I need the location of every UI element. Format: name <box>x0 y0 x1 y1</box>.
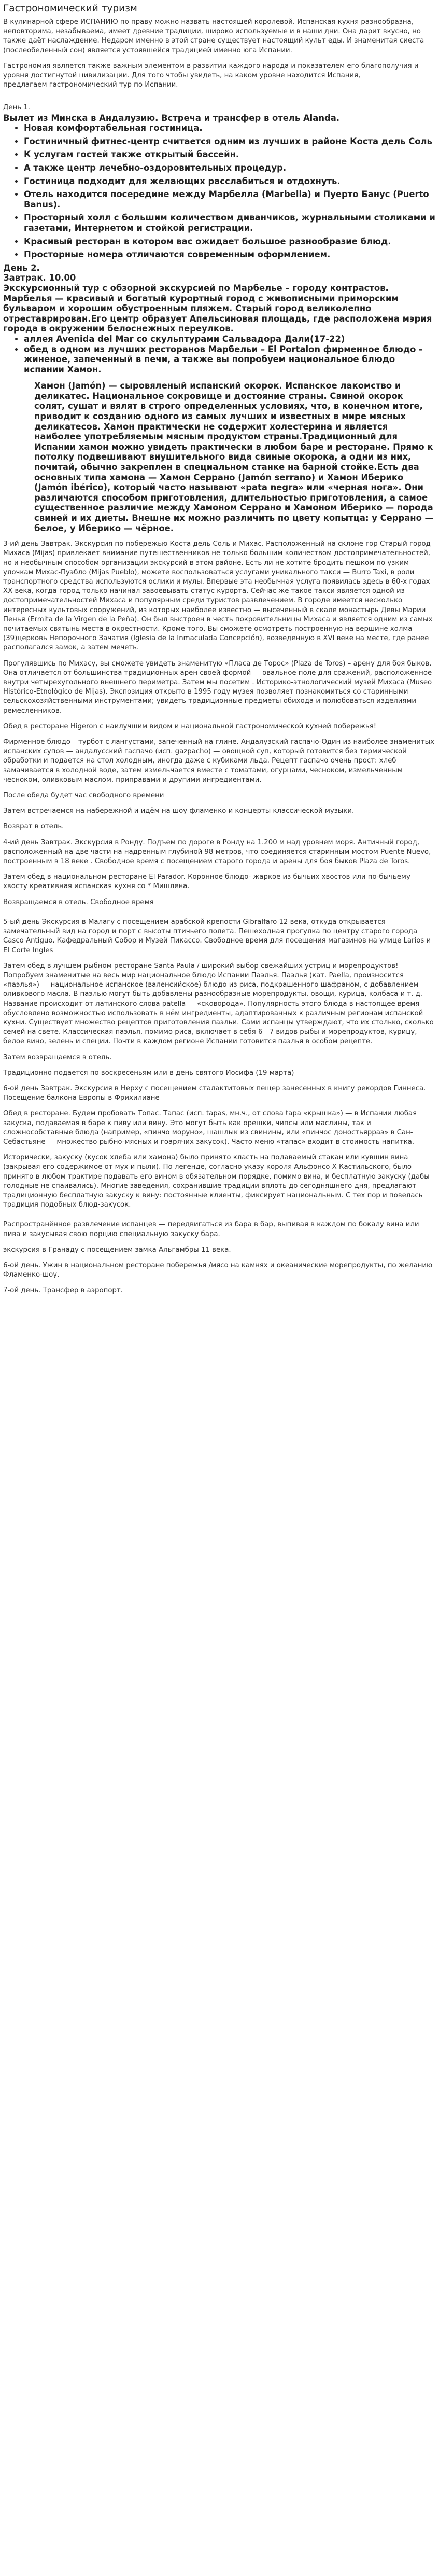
day-5-paragraph: 5-ый день Экскурсия в Малагу с посещением арабской крепости Gibralfaro 12 века, откуда открывается замечательный вид на город и порт с высоты птичьего полета. Пешеходная прогулка по центру старого города Casco Antiguo. Кафедральный Собор и Музей Пикассо. Свободное время для посещения магазинов на улице Larios и El Corte Ingles <box>3 918 431 954</box>
closing-paragraph: 7-ой день. Трансфер в аэропорт. <box>3 1286 123 1295</box>
closing-paragraph: экскурсия в Гранаду с посещением замка Альгамбры 11 века. <box>3 1245 231 1254</box>
hotel-features-list <box>3 123 436 260</box>
day-2-sub-list <box>3 334 436 375</box>
feature-item: • Гостиничный фитнес-центр считается одним из лучших в районе Коста дель Соль <box>24 136 436 147</box>
day-3-paragraph: После обеда будет час свободного времени <box>3 792 164 800</box>
day-2-tour: Экскурсионный тур с обзорной экскурсией по Марбелье – городу контрастов. <box>3 283 389 293</box>
day-5-paragraph: Затем обед в лучшем рыбном ресторане Santa Paula / широкий выбор свежайших устриц и морепродуктов! Попробуем знаменитые на весь мир национальное блюдо Испании Паэлья. Паэлья (кат. Paella, произносится «паэлья») — национальное испанское (валенсийское) блюдо из риса, подкрашенного шафраном, с добавлением оливкового масла. В паэлью могут быть добавлены разнообразные морепродукты, овощи, курица, колбаса и т. д. Название происходит от латинского слова patella — «сковорода». Популярность этого блюда в настоящее время обусловлено возможностью использовать в нём ингредиенты, адаптированных к различным регионам испанской кухни. Существует множество рецептов приготовления паэльи. Сами испанцы утверждают, что их столько, сколько семей на свете. Классическая паэлья, помимо риса, включает в себя 6—7 видов рыбы и морепродуктов, курицу, белое вино, зелень и специи. Почти в каждом регионе Испании готовится паэлья в особом рецепте. <box>3 962 434 1046</box>
day-3-section <box>3 539 436 832</box>
day-5-paragraph: Затем возвращаемся в отель. <box>3 1053 112 1061</box>
day-3-paragraph: Фирменное блюдо – турбот с лангустами, запеченный на глине. Андалузский гаспачо-Один из наиболее знаменитых испанских супов — андалусский гаспачо (исп. gazpacho) — овощной суп, который готовится без термической обработки и подается на стол холодным, иногда даже с кубиками льда. Рецепт гаспачо очень прост: хлеб замачивается в холодной воде, затем измельчается вместе с томатами, огурцами, чесноком, измельченным чесноком, оливковым маслом, приправами и другими ингредиентами. <box>3 738 434 784</box>
day-4-section <box>3 838 436 907</box>
intro-paragraph-2: Гастрономия является также важным элементом в развитии каждого народа и показателем его благополучия и уровня достигнутой цивилизации. Для того чтобы увидеть, на каком уровне находится Испания, <box>3 62 419 80</box>
day-5-section <box>3 918 436 1078</box>
day-2-label: День 2. <box>3 262 40 273</box>
feature-item: • Гостиница подходит для желающих расслабиться и отдохнуть. <box>24 176 436 187</box>
day-4-paragraph: Возвращаемся в отель. Свободное время <box>3 898 154 906</box>
day-1-label: День 1. <box>3 104 31 112</box>
day-1-section <box>3 103 436 259</box>
intro-section <box>3 18 436 90</box>
day-2-breakfast: Завтрак. 10.00 <box>3 273 76 283</box>
feature-item: • К услугам гостей также открытый бассейн. <box>24 149 436 160</box>
day-4-paragraph: Затем обед в национальном ресторане El Parador. Коронное блюдо- жаркое из бычьих хвостов или по-бычьему хвосту креативная испанская кухня со * Мишлена. <box>3 873 410 891</box>
feature-item: • Просторные номера отличаются современным оформлением. <box>24 250 436 260</box>
day-6-paragraph: Обед в ресторане. Будем пробовать Топас. Тапас (исп. tapas, мн.ч., от слова tapa «крышка») — в Испании любая закуска, подаваемая в баре к пиву или вину. Это могут быть как орешки, чипсы или маслины, так и сложнособставные блюда (например, «пинчо моруно», шашлык из свинины, или «пинчос доностьярраэ» в Сан-Себастьяне — множество рыбно-мясных и гоарячих закусок). Часто меню «тапас» входит в стоимость напитка. <box>3 1110 417 1146</box>
closing-paragraph: 6-ой день. Ужин в национальном ресторане побережья /мясо на камнях и океанические морепродукты, по желанию Фламенко-шоу. <box>3 1261 433 1279</box>
marbella-description: Марбелья — красивый и богатый курортный город с живописными приморским бульваром и хорошим обустроенным пляжем. Старый город великолепно отреставрирован.Его центр образует Апельсиновая площадь, где расположена мэрия города в окружении белоснежных переулков. <box>3 293 432 334</box>
feature-item: • Новая комфортабельная гостиница. <box>24 123 436 133</box>
day-3-paragraph: Обед в ресторане Higeron с наилучшим видом и национальной гастрономической кухней побережья! <box>3 722 377 730</box>
day-3-paragraph: 3-ий день Завтрак. Экскурсия по побережью Коста дель Соль и Михас. Расположенный на склоне гор Старый город Михаса (Mijas) привлекает внимание путешественников не только большим количеством достопримечательностей, но и необычным способом организации экскурсий в этом районе. Есть ли не хотите бродить пешком по узким улочкам Михас-Пуэбло (Mijas Pueblo), можете воспользоваться услугами уникального такси — Burro Taxi, в роли транспортного средства используются ослики и мулы. Впервые эта необычная услуга появилась здесь в 60-х годах XX века, когда город только начинал завоевывать статус курорта. Сейчас же такое такси является одной из достопримечательностей Михаса и популярным среди туристов развлечением. В городе имеется несколько интересных культовых сооружений, из которых наиболее известно — высеченный в скале монастырь Девы Марии Пенья (Ermita de la Virgen de la Peña). Он был выстроен в честь покровительницы Михаса и является одним из самых почитаемых святынь места в окрестности. Кроме того, Вы сможете осмотреть построенную на вершине холма (39)церковь Непорочного Зачатия (Iglesia de la Inmaculada Concepción), возведенную в XVI веке на месте, где ранее располагался замок, а затем мечеть. <box>3 540 433 652</box>
day-5-paragraph: Традиционно подается по воскресеньям или в день святого Иосифа (19 марта) <box>3 1069 294 1077</box>
day-2-section <box>3 263 436 533</box>
closing-paragraph: Распространённое развлечение испанцев — передвигаться из бара в бар, выпивая в каждом по бокалу вина или пива и закусывая свою порцию специальную закуску бара. <box>3 1221 419 1238</box>
jamon-description: Хамон (Jamón) — сыровяленый испанский окорок. Испанское лакомство и деликатес. Национальное сокровище и достояние страны. Свиной окорок солят, сушат и вялят в строго определенных условиях, что, в конечном итоге, приводит к созданию одного из самых лучших и известных в мире мясных деликатесов. Хамон практически не содержит холестерина и является наиболее употребляемым мясным продуктом страны.Традиционный для Испании хамон можно увидеть практически в любом баре и ресторане. Прямо к потолку подвешивают внушительного вида свиные окорока, а одни из них, почитай, обычно закреплен в специальном станке на барной стойке.Есть два основных типа хамона — Хамон Серрано (Jamón serrano) и Хамон Иберико (Jamón ibérico), который часто называют «pata negra» или «черная нога». Они различаются способом приготовления, длительностью приготовления, а самое существенное различие между Хамоном Серрано и Хамоном Иберико — порода свиней и их диеты. Внешне их можно различить по цвету копытца: у Серрано — белое, у Иберико — чёрное. <box>34 381 433 533</box>
day-4-paragraph: 4-ий день Завтрак. Экскурсия в Ронду. Подъем по дороге в Ронду на 1.200 м над уровнем моря. Античный город, расположенный на две части на надренным глубиной 98 метров, что соединяется старинным мостом Puente Nuevo, построенным в 18 веке . Свободное время с посещением старого города и арены для боя быков Plaza de Toros. <box>3 838 431 866</box>
day-3-paragraph: Возврат в отель. <box>3 823 64 831</box>
intro-paragraph-3: предлагаем гастрономический тур по Испании. <box>3 81 178 89</box>
closing-section <box>3 1220 436 1295</box>
day-1-heading: Вылет из Минска в Андалузию. Встреча и трансфер в отель Alanda. <box>3 113 340 123</box>
day-3-paragraph: Затем встречаемся на набережной и идём на шоу фламенко и концерты классической музыки. <box>3 807 355 815</box>
day-6-paragraph: Исторически, закуску (кусок хлеба или хамона) было принято класть на подаваемый стакан или кувшин вина (закрывая его содержимое от мух и пыли). По легенде, согласно указу короля Альфонсо Х Кастильского, было принято в любом трактире подавать его вином в обязательном порядке, помимо вина, и бесплатную закуску (дабы голодные не спаивались). Многие заведения, сохранившие традиции вплоть до сегодняшнего дня, предлагают традиционную бесплатную закуску к вину: постоянные клиенты, фиксирует национальным. С тех пор и повелась традиция подобных блюд-закусок. <box>3 1154 430 1209</box>
feature-item: • Красивый ресторан в котором вас ожидает большое разнообразие блюд. <box>24 237 436 247</box>
page-title: Гастрономический туризм <box>3 3 137 14</box>
feature-item: • Просторный холл с большим количеством диванчиков, журнальными столиками и газетами, Интернетом и стойкой регистрации. <box>24 213 436 233</box>
day-6-section <box>3 1084 436 1210</box>
intro-paragraph-1: В кулинарной сфере ИСПАНИЮ по праву можно назвать настоящей королевой. Испанская кухня разнообразна, неповторима, незабываема, имеет древние традиции, широко используемые и в наши дни. Она дарит вкусно, но также даёт наслаждение. Недаром именно в этой стране существует настоящий культ еды. И знаменитая сиеста (послеобеденный сон) является устоявшейся традицией именно юга Испании. <box>3 18 424 54</box>
day-6-paragraph: 6-ой день Завтрак. Экскурсия в Нерху с посещением сталактитовых пещер занесенных в книгу рекордов Гиннеса. Посещение балкона Европы в Фрихилиане <box>3 1084 426 1102</box>
feature-item: • Отель находится посередине между Марбелла (Marbella) и Пуерто Банус (Puerto Banus). <box>24 189 436 210</box>
feature-item: • А также центр лечебно-оздоровительных процедур. <box>24 163 436 173</box>
day-3-paragraph: Прогулявшись по Михасу, вы сможете увидеть знаменитую «Пласа де Торос» (Plaza de Toros) – арену для боя быков. Она отличается от большинства традиционных арен своей формой — овальное поле для сражений, расположенное внутри четырехугольного внешнего периметра. Затем мы посетим . Историко-этнологический музей Михаса (Museo Histórico-Etnológico de Mijas). Экспозиция открыто в 1995 году музея позволяет познакомиться со старинными сельскохозяйственными инструментами; увидеть традиционные предметы обихода и полюбоваться изделиями ремесленников. <box>3 659 432 715</box>
sub-item: • аллея Avenida del Mar со скульптурами Сальвадора Дали(17-22) <box>24 334 436 344</box>
sub-item: • обед в одном из лучших ресторанов Марбельи – El Portalon фирменное блюдо - жиненое, запеченный в печи, а также вы попробуем национальное блюдо испании Хамон. <box>24 344 436 375</box>
